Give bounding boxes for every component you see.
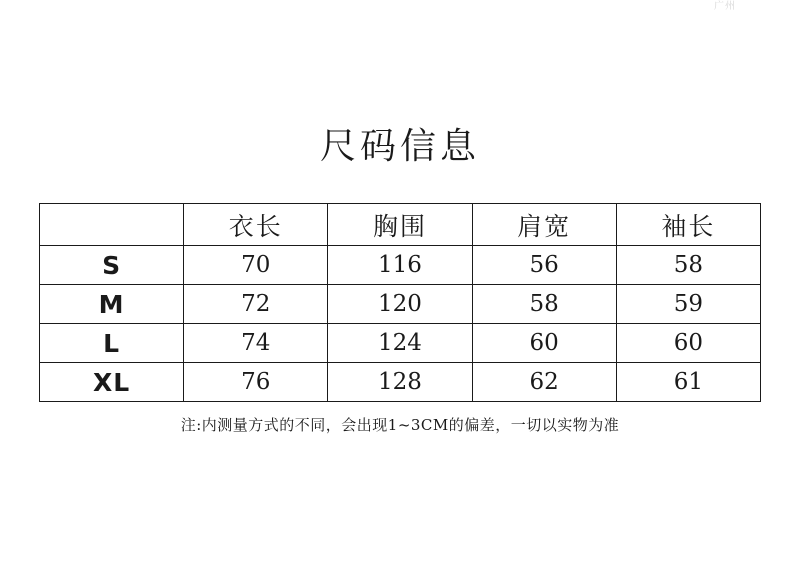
corner-watermark: 广州 <box>714 1 736 12</box>
table-row <box>40 285 761 324</box>
page-title: 尺码信息 <box>319 126 480 167</box>
row-label-xl: XL <box>40 363 184 402</box>
row-label-m: M <box>40 285 184 324</box>
cell-s-sleeve: 58 <box>616 246 760 285</box>
cell-l-length: 74 <box>184 324 328 363</box>
size-table-container <box>39 203 761 402</box>
measurement-note: 注:内测量方式的不同，会出现1~3CM的偏差，一切以实物为准 <box>180 416 620 434</box>
table-corner-cell <box>40 204 184 246</box>
cell-xl-sleeve: 61 <box>616 363 760 402</box>
table-row <box>40 363 761 402</box>
cell-s-bust: 116 <box>328 246 472 285</box>
cell-xl-shoulder: 62 <box>472 363 616 402</box>
column-header-shoulder: 肩宽 <box>472 204 616 246</box>
cell-l-shoulder: 60 <box>472 324 616 363</box>
column-header-bust: 胸围 <box>328 204 472 246</box>
cell-l-bust: 124 <box>328 324 472 363</box>
table-row <box>40 246 761 285</box>
column-header-sleeve: 袖长 <box>616 204 760 246</box>
table-row <box>40 324 761 363</box>
cell-xl-bust: 128 <box>328 363 472 402</box>
cell-xl-length: 76 <box>184 363 328 402</box>
row-label-l: L <box>40 324 184 363</box>
table-header-row <box>40 204 761 246</box>
cell-m-sleeve: 59 <box>616 285 760 324</box>
cell-m-length: 72 <box>184 285 328 324</box>
cell-m-shoulder: 58 <box>472 285 616 324</box>
size-table <box>39 203 761 402</box>
cell-s-length: 70 <box>184 246 328 285</box>
cell-l-sleeve: 60 <box>616 324 760 363</box>
cell-m-bust: 120 <box>328 285 472 324</box>
column-header-length: 衣长 <box>184 204 328 246</box>
cell-s-shoulder: 56 <box>472 246 616 285</box>
row-label-s: S <box>40 246 184 285</box>
